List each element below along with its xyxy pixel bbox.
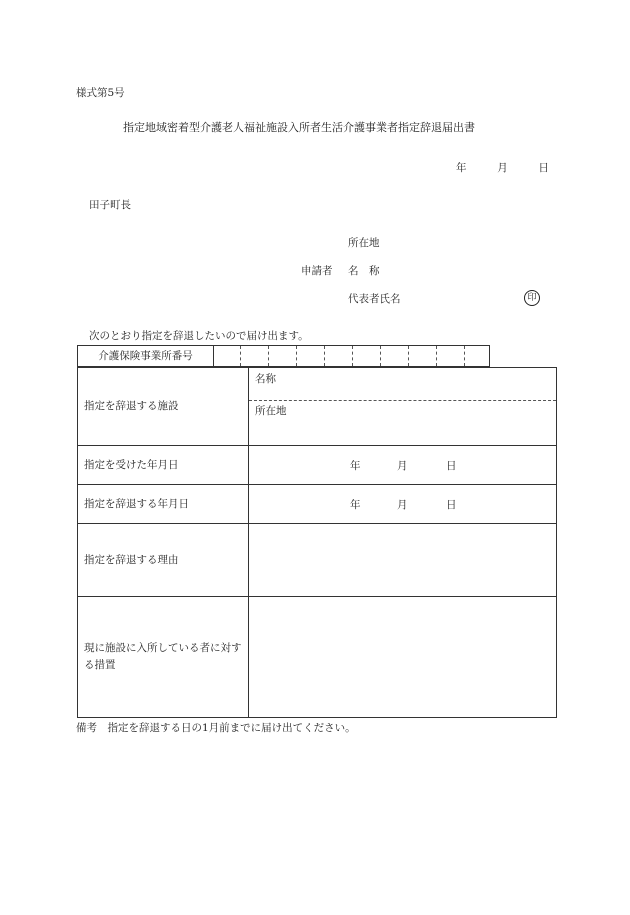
facility-row: [78, 368, 556, 446]
facility-field[interactable]: [249, 368, 556, 445]
year-label: 年: [456, 162, 467, 174]
withdrawal-year: 年: [350, 498, 361, 511]
reason-row: [78, 524, 556, 597]
office-number-digit[interactable]: [381, 346, 409, 366]
office-number-digit[interactable]: [297, 346, 325, 366]
day-label: 日: [538, 162, 549, 174]
office-number-digit[interactable]: [325, 346, 353, 366]
designated-day: 日: [446, 459, 457, 472]
measures-row: [78, 597, 556, 717]
remarks-note: 備考 指定を辞退する日の1月前までに届け出てください。: [76, 722, 356, 734]
office-number-digit[interactable]: [437, 346, 465, 366]
office-number-digit[interactable]: [241, 346, 269, 366]
addressee: 田子町長: [89, 199, 131, 211]
applicant-label: 申請者: [301, 265, 333, 277]
seal-mark: 印: [524, 290, 540, 306]
designated-date-label: 指定を受けた年月日: [78, 446, 249, 484]
withdrawal-date-row: [78, 485, 556, 524]
office-number-digit[interactable]: [213, 346, 241, 366]
office-number-digit[interactable]: [465, 346, 492, 366]
form-number: 様式第5号: [76, 87, 125, 99]
designated-year: 年: [350, 459, 361, 472]
representative-label: 代表者氏名: [348, 293, 401, 305]
applicant-address-label: 所在地: [348, 237, 380, 249]
designated-date-row: [78, 446, 556, 485]
office-number-digit[interactable]: [409, 346, 437, 366]
withdrawal-day: 日: [446, 498, 457, 511]
submission-date: [456, 160, 549, 175]
office-number-row: [77, 345, 490, 367]
withdrawal-date-label: 指定を辞退する年月日: [78, 485, 249, 523]
facility-name-label: 名称: [255, 373, 276, 385]
office-number-label: 介護保険事業所番号: [78, 346, 214, 366]
designated-month: 月: [397, 459, 408, 472]
withdrawal-table: [77, 367, 557, 718]
applicant-name-label: 名 称: [348, 265, 380, 277]
office-number-digit[interactable]: [269, 346, 297, 366]
facility-label: 指定を辞退する施設: [78, 368, 249, 445]
month-label: 月: [497, 162, 508, 174]
office-number-digit[interactable]: [353, 346, 381, 366]
reason-field[interactable]: [249, 524, 556, 596]
intro-text: 次のとおり指定を辞退したいので届け出ます。: [89, 330, 309, 342]
facility-address-label: 所在地: [255, 405, 287, 417]
measures-label: 現に施設に入所している者に対する措置: [78, 597, 249, 717]
reason-label: 指定を辞退する理由: [78, 524, 249, 596]
withdrawal-date-field[interactable]: [249, 485, 556, 523]
measures-field[interactable]: [249, 597, 556, 717]
withdrawal-month: 月: [397, 498, 408, 511]
facility-divider: [249, 400, 556, 401]
designated-date-field[interactable]: [249, 446, 556, 484]
document-title: 指定地域密着型介護老人福祉施設入所者生活介護事業者指定辞退届出書: [123, 121, 475, 134]
